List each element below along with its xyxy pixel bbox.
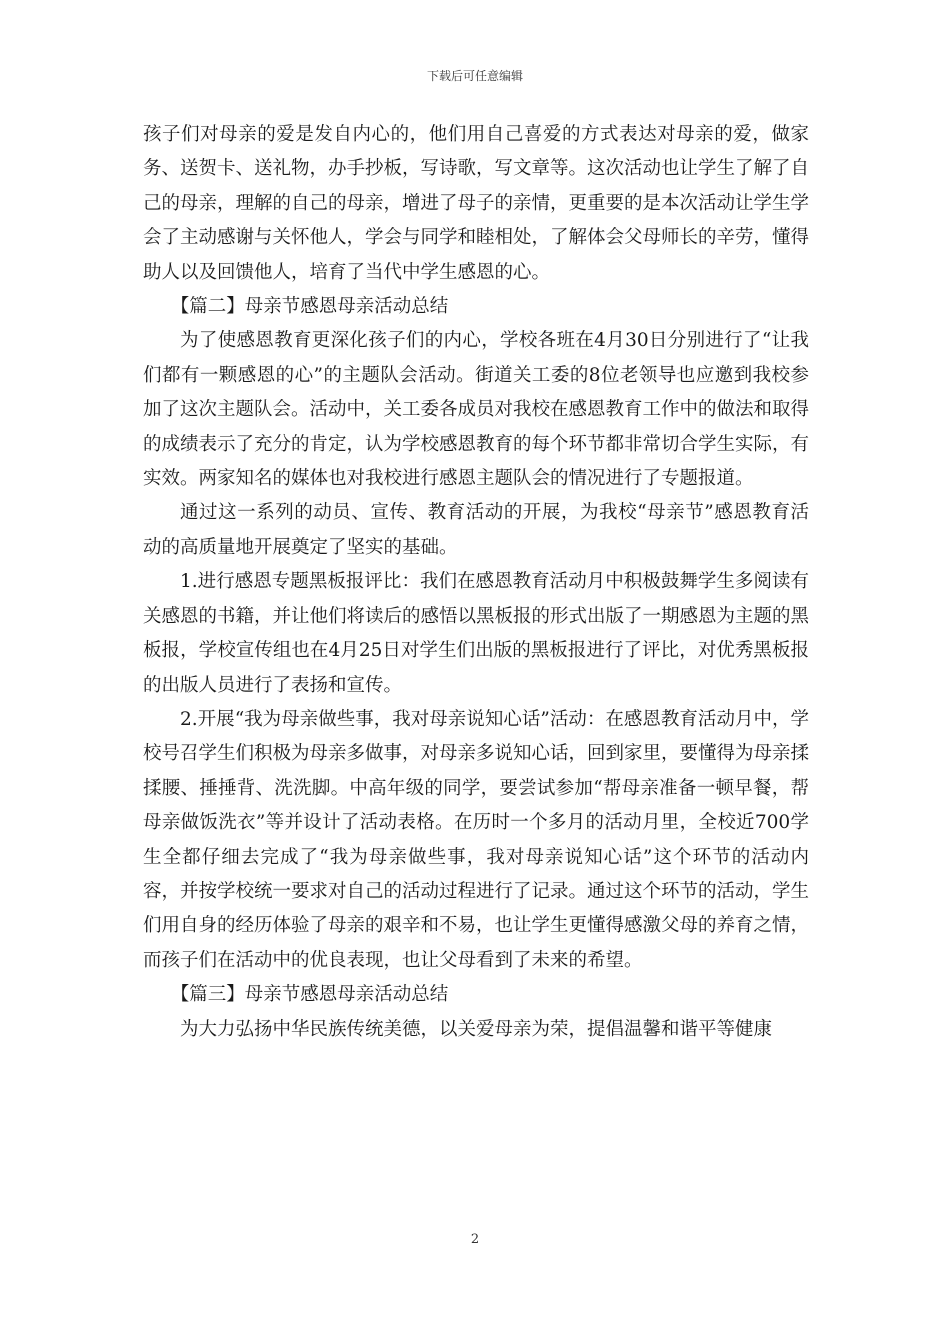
list-item-2: 2.开展“我为母亲做些事，我对母亲说知心话”活动：在感恩教育活动月中，学校号召学生们积极为母亲多做事，对母亲多说知心话，回到家里，要懂得为母亲揉揉腰、捶捶背、洗洗脚。中高年级的同学，要尝试参加“帮母亲准备一顿早餐，帮母亲做饭洗衣”等并设计了活动表格。在历时一个多月的活动月里，全校近700学生全都仔细去完成了“我为母亲做些事，我对母亲说知心话”这个环节的活动内容，并按学校统一要求对自己的活动过程进行了记录。通过这个环节的活动，学生们用自身的经历体验了母亲的艰辛和不易，也让学生更懂得感激父母的养育之情，而孩子们在活动中的优良表现，也让父母看到了未来的希望。 — [143, 708, 810, 971]
page-header: 下载后可任意编辑 — [426, 69, 523, 83]
page-number: 2 — [470, 1232, 480, 1247]
paragraph: 通过这一系列的动员、宣传、教育活动的开展，为我校“母亲节”感恩教育活动的高质量地开展奠定了坚实的基础。 — [143, 502, 809, 558]
paragraph: 为大力弘扬中华民族传统美德，以关爱母亲为荣，提倡温馨和谐平等健康 — [180, 1018, 773, 1040]
section-heading-part-two: 【篇二】母亲节感恩母亲活动总结 — [170, 296, 449, 318]
list-item-1: 1.进行感恩专题黑板报评比：我们在感恩教育活动月中积极鼓舞学生多阅读有关感恩的书籍，并让他们将读后的感悟以黑板报的形式出版了一期感恩为主题的黑板报，学校宣传组也在4月25日对学生们出版的黑板报进行了评比，对优秀黑板报的出版人员进行了表扬和宣传。 — [143, 571, 810, 696]
section-heading-part-three: 【篇三】母亲节感恩母亲活动总结 — [170, 984, 449, 1006]
document-body — [143, 118, 809, 1047]
paragraph: 为了使感恩教育更深化孩子们的内心，学校各班在4月30日分别进行了“让我们都有一颗感恩的心”的主题队会活动。街道关工委的8位老领导也应邀到我校参加了这次主题队会。活动中，关工委各成员对我校在感恩教育工作中的做法和取得的成绩表示了充分的肯定，认为学校感恩教育的每个环节都非常切合学生实际，有实效。两家知名的媒体也对我校进行感恩主题队会的情况进行了专题报道。 — [143, 330, 810, 490]
paragraph-continuation: 孩子们对母亲的爱是发自内心的，他们用自己喜爱的方式表达对母亲的爱，做家务、送贺卡、送礼物，办手抄板，写诗歌，写文章等。这次活动也让学生了解了自己的母亲，理解的自己的母亲，增进了母子的亲情，更重要的是本次活动让学生学会了主动感谢与关怀他人，学会与同学和睦相处，了解体会父母师长的辛劳，懂得助人以及回馈他人，培育了当代中学生感恩的心。 — [143, 124, 810, 283]
